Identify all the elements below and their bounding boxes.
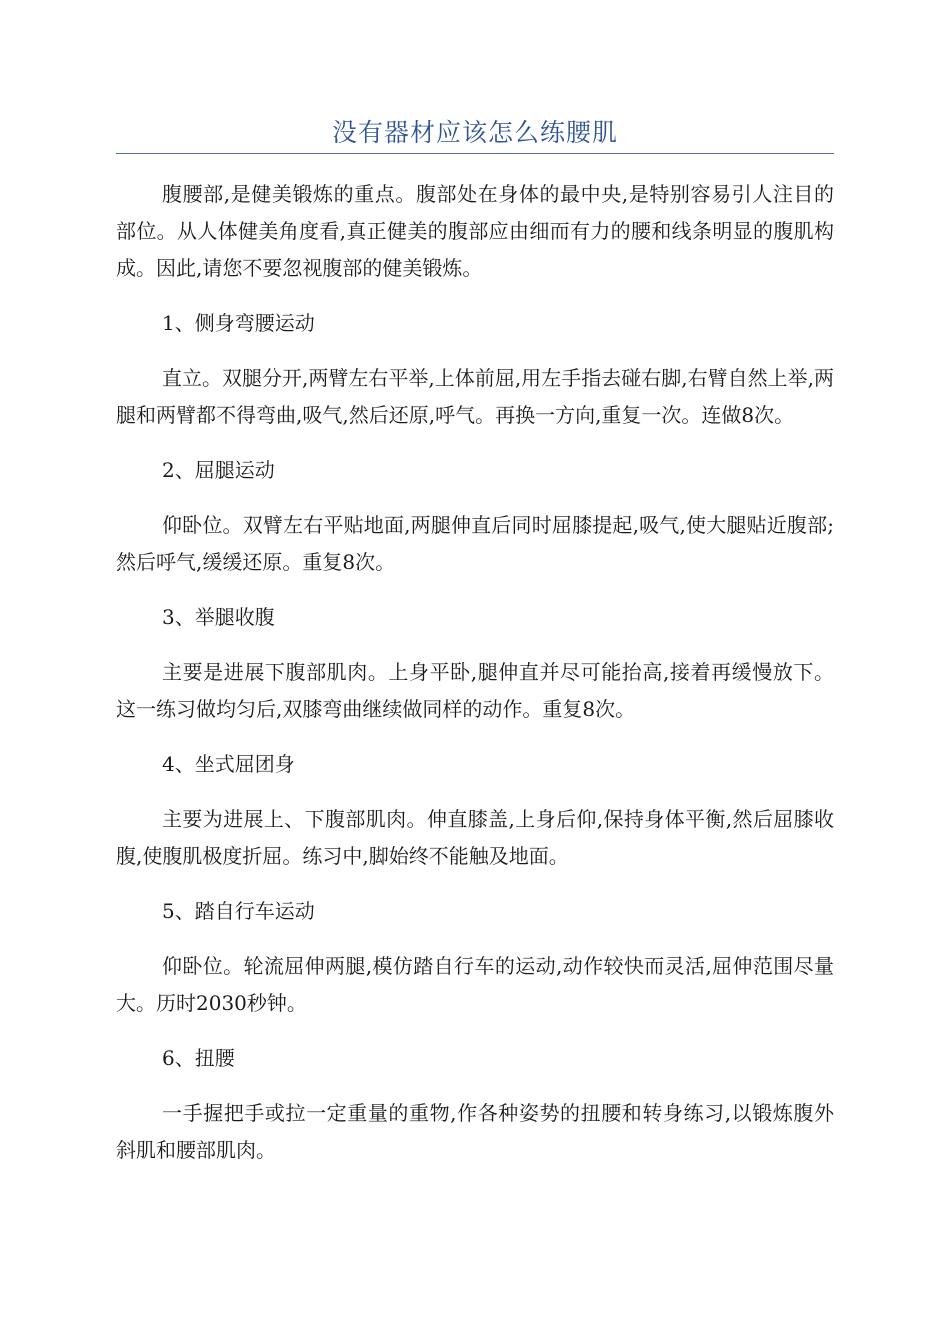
section-heading-1: 1、侧身弯腰运动	[162, 311, 315, 335]
section-heading-3: 3、举腿收腹	[162, 605, 275, 629]
title-underline	[116, 153, 834, 154]
section-body-4: 主要为进展上、下腹部肌肉。伸直膝盖,上身后仰,保持身体平衡,然后屈膝收腹,使腹肌极度折屈。练习中,脚始终不能触及地面。	[116, 807, 834, 868]
section-body-5: 仰卧位。轮流屈伸两腿,模仿踏自行车的运动,动作较快而灵活,屈伸范围尽量大。历时2030秒钟。	[116, 954, 834, 1015]
section-heading-6: 6、扭腰	[162, 1046, 235, 1070]
document-title: 没有器材应该怎么练腰肌	[331, 118, 618, 147]
section-heading-5: 5、踏自行车运动	[162, 899, 315, 923]
document-body	[116, 176, 834, 1169]
section-body-6: 一手握把手或拉一定重量的重物,作各种姿势的扭腰和转身练习,以锻炼腹外斜肌和腰部肌肉。	[116, 1101, 834, 1162]
section-heading-2: 2、屈腿运动	[162, 458, 275, 482]
section-body-2: 仰卧位。双臂左右平贴地面,两腿伸直后同时屈膝提起,吸气,使大腿贴近腹部;然后呼气,缓缓还原。重复8次。	[116, 513, 834, 574]
intro-paragraph: 腹腰部,是健美锻炼的重点。腹部处在身体的最中央,是特别容易引人注目的部位。从人体健美角度看,真正健美的腹部应由细而有力的腰和线条明显的腹肌构成。因此,请您不要忽视腹部的健美锻炼。	[116, 182, 834, 280]
section-heading-4: 4、坐式屈团身	[162, 752, 295, 776]
section-body-1: 直立。双腿分开,两臂左右平举,上体前屈,用左手指去碰右脚,右臂自然上举,两腿和两臂都不得弯曲,吸气,然后还原,呼气。再换一方向,重复一次。连做8次。	[116, 366, 834, 427]
section-body-3: 主要是进展下腹部肌肉。上身平卧,腿伸直并尽可能抬高,接着再缓慢放下。这一练习做均匀后,双膝弯曲继续做同样的动作。重复8次。	[116, 660, 834, 721]
